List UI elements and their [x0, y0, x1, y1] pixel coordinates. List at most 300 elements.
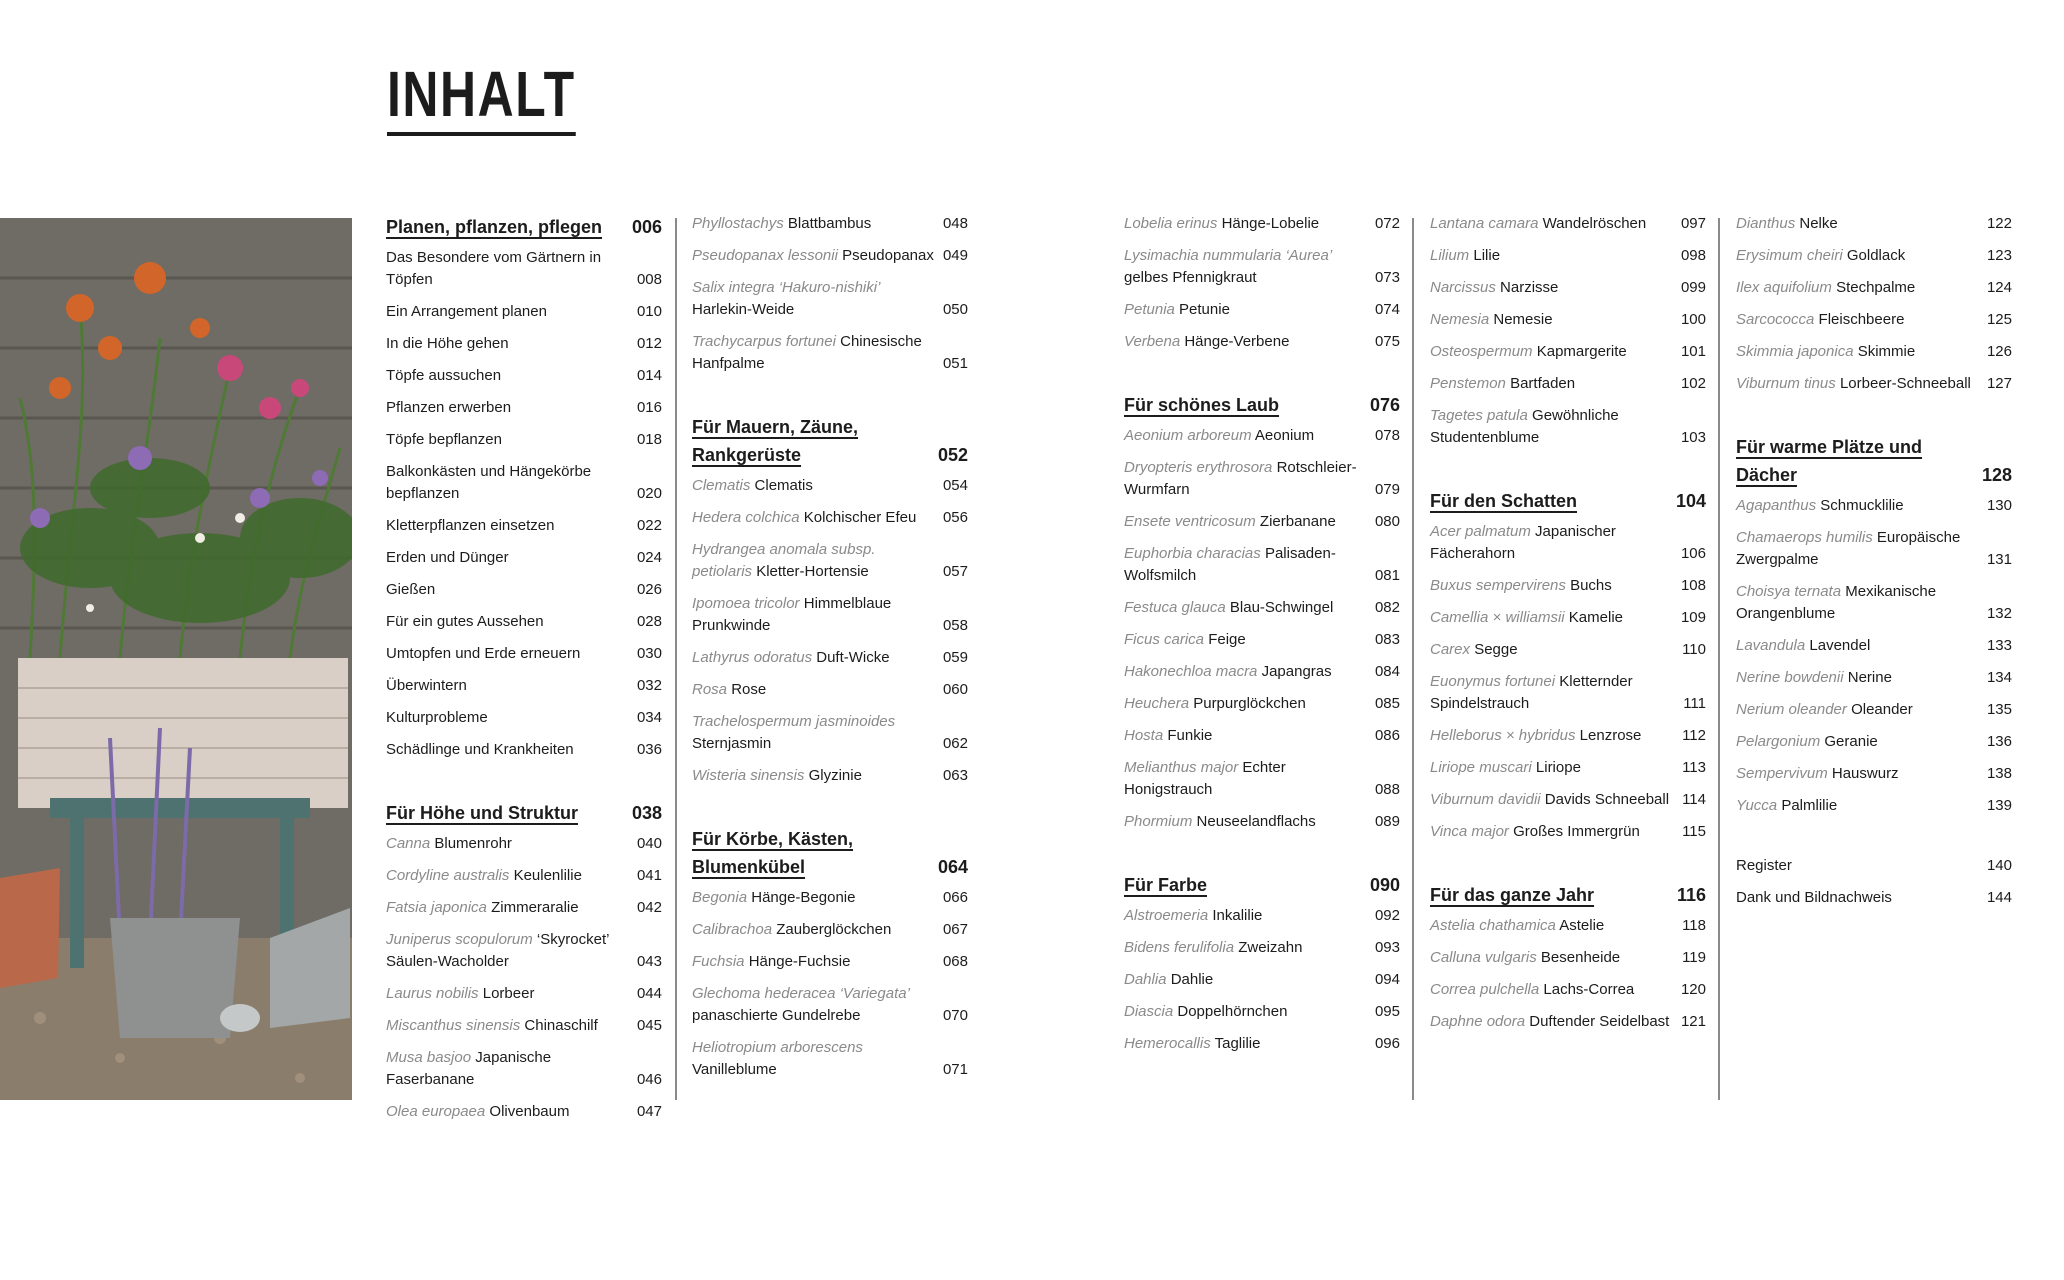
- section-heading[interactable]: [386, 213, 662, 241]
- entry-text: [386, 983, 637, 1005]
- toc-entry[interactable]: [386, 247, 662, 291]
- common-name: Dahlie: [1170, 971, 1214, 988]
- page-number: 014: [636, 367, 662, 384]
- toc-entry[interactable]: [1124, 597, 1400, 619]
- common-name: Lenzrose: [1579, 727, 1642, 744]
- toc-entry[interactable]: [1124, 331, 1400, 353]
- toc-column: [1124, 213, 1400, 1065]
- toc-column: [386, 213, 662, 1133]
- page-number: 066: [942, 889, 968, 906]
- toc-entry[interactable]: [386, 643, 662, 665]
- latin-name: Dahlia: [1124, 971, 1167, 988]
- entry-text: [1736, 731, 1987, 753]
- page-number: 127: [1986, 375, 2012, 392]
- toc-entry[interactable]: [692, 245, 968, 267]
- toc-entry[interactable]: [1430, 245, 1706, 267]
- toc-entry[interactable]: [1430, 757, 1706, 779]
- latin-name: Helleborus × hybridus: [1430, 727, 1576, 744]
- latin-name: Calluna vulgaris: [1430, 949, 1537, 966]
- page-number: 088: [1374, 781, 1400, 798]
- latin-name: Narcissus: [1430, 279, 1496, 296]
- entry-text: [1430, 607, 1681, 629]
- toc-entry[interactable]: [1124, 457, 1400, 501]
- page-number: 131: [1986, 551, 2012, 568]
- latin-name: Lathyrus odoratus: [692, 649, 813, 666]
- page-number: 090: [1369, 875, 1400, 895]
- latin-name: Dianthus: [1736, 215, 1796, 232]
- latin-name: Osteospermum: [1430, 343, 1533, 360]
- toc-entry[interactable]: [386, 461, 662, 505]
- page-number: 093: [1374, 939, 1400, 956]
- entry-text: [1430, 341, 1681, 363]
- page-number: 116: [1676, 885, 1706, 905]
- toc-entry[interactable]: [1124, 299, 1400, 321]
- toc-entry[interactable]: [1430, 213, 1706, 235]
- common-name: Gießen: [386, 581, 436, 598]
- entry-text: [692, 507, 943, 529]
- toc-entry[interactable]: [1430, 277, 1706, 299]
- page-number: 106: [1680, 545, 1706, 562]
- entry-text: [386, 429, 637, 451]
- section-title: Für den Schatten: [1430, 491, 1578, 511]
- toc-entry[interactable]: [1124, 969, 1400, 991]
- common-name: Gewöhnliche Studentenblume: [1430, 407, 1619, 446]
- page-number: 006: [631, 217, 662, 237]
- latin-name: Tagetes patula: [1430, 407, 1528, 424]
- common-name: Geranie: [1824, 733, 1878, 750]
- common-name: Mexikanische Orangenblume: [1736, 583, 1937, 622]
- entry-text: [1430, 521, 1681, 565]
- common-name: Kletternder Spindelstrauch: [1430, 673, 1633, 712]
- toc-entry[interactable]: [386, 707, 662, 729]
- page-title: INHALT: [387, 62, 576, 136]
- latin-name: Skimmia japonica: [1736, 343, 1854, 360]
- toc-entry[interactable]: [1124, 1001, 1400, 1023]
- section-title: Für das ganze Jahr: [1430, 885, 1595, 905]
- section-heading[interactable]: [1736, 433, 2012, 489]
- toc-entry[interactable]: [1430, 405, 1706, 449]
- page-number: 120: [1680, 981, 1706, 998]
- page-number: 024: [636, 549, 662, 566]
- toc-entry[interactable]: [1124, 757, 1400, 801]
- page-number: 052: [937, 445, 968, 465]
- entry-text: [1430, 725, 1682, 747]
- common-name: Funkie: [1167, 727, 1213, 744]
- toc-entry[interactable]: [386, 301, 662, 323]
- latin-name: Alstroemeria: [1124, 907, 1209, 924]
- toc-entry[interactable]: [386, 675, 662, 697]
- latin-name: Hakonechloa macra: [1124, 663, 1258, 680]
- entry-text: [1124, 457, 1375, 501]
- entry-text: [386, 1015, 637, 1037]
- latin-name: Dryopteris erythrosora: [1124, 459, 1273, 476]
- toc-entry[interactable]: [1736, 887, 2012, 909]
- toc-column: [1736, 213, 2012, 919]
- page-number: 020: [636, 485, 662, 502]
- page-number: 128: [1981, 465, 2012, 485]
- page-number: 133: [1986, 637, 2012, 654]
- toc-entry[interactable]: [1430, 821, 1706, 843]
- common-name: Pflanzen erwerben: [386, 399, 512, 416]
- latin-name: Musa basjoo: [386, 1049, 472, 1066]
- plant-basket-photo-icon: [0, 218, 352, 1100]
- toc-entry[interactable]: [692, 1037, 968, 1081]
- page-number: 034: [636, 709, 662, 726]
- page-number: 095: [1374, 1003, 1400, 1020]
- entry-text: [1736, 635, 1987, 657]
- page-number: 098: [1680, 247, 1706, 264]
- toc-entry[interactable]: [1736, 341, 2012, 363]
- page-number: 100: [1680, 311, 1706, 328]
- common-name: Lorbeer: [482, 985, 535, 1002]
- toc-entry[interactable]: [386, 365, 662, 387]
- toc-entry[interactable]: [386, 833, 662, 855]
- column-divider: [1412, 218, 1414, 1100]
- page-number: 080: [1374, 513, 1400, 530]
- page-number: 054: [942, 477, 968, 494]
- latin-name: Choisya ternata: [1736, 583, 1842, 600]
- toc-entry[interactable]: [1124, 629, 1400, 651]
- common-name: Duftender Seidelbast: [1529, 1013, 1670, 1030]
- toc-entry[interactable]: [692, 679, 968, 701]
- page-number: 124: [1986, 279, 2012, 296]
- page-number: 045: [636, 1017, 662, 1034]
- section-heading[interactable]: [1430, 487, 1706, 515]
- page-number: 108: [1680, 577, 1706, 594]
- entry-text: [386, 1101, 637, 1123]
- toc-entry[interactable]: [386, 333, 662, 355]
- toc-entry[interactable]: [386, 515, 662, 537]
- toc-entry[interactable]: [692, 647, 968, 669]
- section-heading[interactable]: [1124, 391, 1400, 419]
- toc-entry[interactable]: [1430, 521, 1706, 565]
- toc-entry[interactable]: [1430, 607, 1706, 629]
- page-number: 110: [1682, 641, 1706, 658]
- toc-entry[interactable]: [1124, 245, 1400, 289]
- toc-entry[interactable]: [1736, 245, 2012, 267]
- toc-entry[interactable]: [1124, 213, 1400, 235]
- common-name: Zierbanane: [1259, 513, 1336, 530]
- entry-text: [386, 833, 637, 855]
- toc-entry[interactable]: [386, 397, 662, 419]
- latin-name: Agapanthus: [1736, 497, 1817, 514]
- toc-entry[interactable]: [386, 983, 662, 1005]
- common-name: Glyzinie: [808, 767, 862, 784]
- page-number: 032: [636, 677, 662, 694]
- common-name: Kamelie: [1568, 609, 1623, 626]
- toc-entry[interactable]: [1736, 635, 2012, 657]
- entry-text: [386, 1047, 637, 1091]
- toc-entry[interactable]: [386, 1047, 662, 1091]
- latin-name: Nerine bowdenii: [1736, 669, 1844, 686]
- toc-entry[interactable]: [386, 1015, 662, 1037]
- toc-entry[interactable]: [1736, 581, 2012, 625]
- toc-entry[interactable]: [1430, 309, 1706, 331]
- entry-text: [1124, 905, 1375, 927]
- entry-text: [1124, 543, 1375, 587]
- toc-entry[interactable]: [1430, 639, 1706, 661]
- page-number: 078: [1374, 427, 1400, 444]
- section-heading[interactable]: [692, 825, 968, 881]
- section-heading[interactable]: [1430, 881, 1706, 909]
- common-name: Nelke: [1799, 215, 1838, 232]
- common-name: Rotschleier-Wurmfarn: [1124, 459, 1357, 498]
- toc-entry[interactable]: [1430, 671, 1706, 715]
- common-name: Töpfe aussuchen: [386, 367, 502, 384]
- toc-entry[interactable]: [692, 507, 968, 529]
- latin-name: Ficus carica: [1124, 631, 1205, 648]
- common-name: Skimmie: [1857, 343, 1916, 360]
- toc-entry[interactable]: [1430, 725, 1706, 747]
- common-name: Pseudopanax: [842, 247, 934, 264]
- toc-entry[interactable]: [1736, 277, 2012, 299]
- common-name: Für ein gutes Aussehen: [386, 613, 544, 630]
- latin-name: Nerium oleander: [1736, 701, 1847, 718]
- common-name: Liriope: [1535, 759, 1581, 776]
- page-number: 022: [636, 517, 662, 534]
- common-name: Palmlilie: [1781, 797, 1838, 814]
- toc-entry[interactable]: [692, 951, 968, 973]
- common-name: Palisaden-Wolfsmilch: [1124, 545, 1336, 584]
- toc-entry[interactable]: [1124, 1033, 1400, 1055]
- common-name: Blumenrohr: [434, 835, 512, 852]
- toc-entry[interactable]: [386, 547, 662, 569]
- toc-entry[interactable]: [1124, 661, 1400, 683]
- toc-entry[interactable]: [1124, 905, 1400, 927]
- section-heading[interactable]: [1124, 871, 1400, 899]
- toc-entry[interactable]: [1124, 543, 1400, 587]
- common-name: Überwintern: [386, 677, 467, 694]
- entry-text: [1430, 947, 1682, 969]
- entry-text: [1430, 277, 1681, 299]
- common-name: Erden und Dünger: [386, 549, 509, 566]
- page-number: 101: [1680, 343, 1706, 360]
- common-name: Buchs: [1570, 577, 1612, 594]
- toc-column: [1430, 213, 1706, 1043]
- page-number: 056: [942, 509, 968, 526]
- common-name: Feige: [1208, 631, 1246, 648]
- toc-entry[interactable]: [386, 929, 662, 973]
- latin-name: Laurus nobilis: [386, 985, 479, 1002]
- page-number: 102: [1680, 375, 1706, 392]
- toc-entry[interactable]: [386, 865, 662, 887]
- common-name: Lachs-Correa: [1543, 981, 1635, 998]
- page-number: 121: [1680, 1013, 1706, 1030]
- toc-entry[interactable]: [1124, 511, 1400, 533]
- common-name: Goldlack: [1846, 247, 1906, 264]
- toc-entry[interactable]: [386, 579, 662, 601]
- entry-text: [1124, 629, 1375, 651]
- page-number: 075: [1374, 333, 1400, 350]
- latin-name: Canna: [386, 835, 431, 852]
- common-name: Kletterpflanzen einsetzen: [386, 517, 555, 534]
- toc-entry[interactable]: [1736, 527, 2012, 571]
- latin-name: Penstemon: [1430, 375, 1506, 392]
- page-number: 118: [1682, 917, 1706, 934]
- entry-text: [1736, 699, 1987, 721]
- latin-name: Aeonium arboreum: [1124, 427, 1252, 444]
- latin-name: Correa pulchella: [1430, 981, 1540, 998]
- toc-entry[interactable]: [692, 919, 968, 941]
- latin-name: Heliotropium arborescens: [692, 1039, 863, 1056]
- column-divider: [1718, 218, 1720, 1100]
- toc-entry[interactable]: [1430, 341, 1706, 363]
- latin-name: Olea europaea: [386, 1103, 486, 1120]
- toc-entry[interactable]: [1736, 495, 2012, 517]
- toc-entry[interactable]: [692, 983, 968, 1027]
- entry-text: [386, 675, 637, 697]
- common-name: Blau-Schwingel: [1229, 599, 1334, 616]
- page-number: 050: [942, 301, 968, 318]
- page-number: 076: [1369, 395, 1400, 415]
- toc-entry[interactable]: [1736, 373, 2012, 395]
- latin-name: Astelia chathamica: [1430, 917, 1556, 934]
- entry-text: [692, 593, 943, 637]
- page-number: 132: [1986, 605, 2012, 622]
- toc-entry[interactable]: [1430, 979, 1706, 1001]
- section-title: Für Körbe, Kästen, Blumenkübel: [692, 829, 854, 877]
- page-number: 140: [1986, 857, 2012, 874]
- toc-entry[interactable]: [1736, 731, 2012, 753]
- latin-name: Rosa: [692, 681, 728, 698]
- latin-name: Phyllostachys: [692, 215, 784, 232]
- latin-name: Hemerocallis: [1124, 1035, 1211, 1052]
- common-name: Japanischer Fächerahorn: [1430, 523, 1616, 562]
- page-number: 072: [1374, 215, 1400, 232]
- common-name: Stechpalme: [1836, 279, 1916, 296]
- common-name: Japangras: [1261, 663, 1332, 680]
- plant-basket-photo: [0, 218, 352, 1100]
- common-name: Hauswurz: [1831, 765, 1899, 782]
- toc-entry[interactable]: [386, 739, 662, 761]
- page-number: 010: [636, 303, 662, 320]
- section-title: Für Farbe: [1124, 875, 1208, 895]
- page-number: 082: [1374, 599, 1400, 616]
- common-name: Töpfe bepflanzen: [386, 431, 502, 448]
- latin-name: Hydrangea anomala subsp. petiolaris: [692, 541, 876, 580]
- column-divider: [675, 218, 677, 1100]
- entry-text: [1736, 309, 1987, 331]
- page-number: 040: [636, 835, 662, 852]
- toc-entry[interactable]: [1430, 789, 1706, 811]
- toc-entry[interactable]: [1430, 373, 1706, 395]
- toc-entry[interactable]: [386, 611, 662, 633]
- toc-entry[interactable]: [1736, 213, 2012, 235]
- page-number: 044: [636, 985, 662, 1002]
- toc-entry[interactable]: [1124, 937, 1400, 959]
- toc-entry[interactable]: [692, 213, 968, 235]
- page-number: 113: [1682, 759, 1706, 776]
- common-name: Neuseelandflachs: [1196, 813, 1316, 830]
- entry-text: [1124, 1033, 1375, 1055]
- toc-entry[interactable]: [1736, 667, 2012, 689]
- toc-entry[interactable]: [1736, 855, 2012, 877]
- toc-entry[interactable]: [1124, 693, 1400, 715]
- toc-entry[interactable]: [1124, 725, 1400, 747]
- toc-entry[interactable]: [692, 887, 968, 909]
- toc-entry[interactable]: [1430, 1011, 1706, 1033]
- page-number: 089: [1374, 813, 1400, 830]
- latin-name: Festuca glauca: [1124, 599, 1226, 616]
- entry-text: [1736, 763, 1987, 785]
- toc-entry[interactable]: [1124, 425, 1400, 447]
- section-heading[interactable]: [386, 799, 662, 827]
- page-number: 122: [1986, 215, 2012, 232]
- page-number: 046: [636, 1071, 662, 1088]
- latin-name: Hosta: [1124, 727, 1164, 744]
- latin-name: Euphorbia characias: [1124, 545, 1261, 562]
- entry-text: [692, 887, 943, 909]
- toc-entry[interactable]: [692, 711, 968, 755]
- common-name: Schmucklilie: [1820, 497, 1904, 514]
- latin-name: Euonymus fortunei: [1430, 673, 1556, 690]
- toc-entry[interactable]: [692, 277, 968, 321]
- latin-name: Sempervivum: [1736, 765, 1828, 782]
- common-name: Oleander: [1851, 701, 1913, 718]
- page-number: 051: [942, 355, 968, 372]
- toc-entry[interactable]: [692, 331, 968, 375]
- toc-entry[interactable]: [692, 765, 968, 787]
- entry-text: [1124, 245, 1375, 289]
- page-number: 018: [636, 431, 662, 448]
- latin-name: Nemesia: [1430, 311, 1490, 328]
- page-number: 081: [1374, 567, 1400, 584]
- entry-text: [386, 247, 637, 291]
- latin-name: Trachycarpus fortunei: [692, 333, 836, 350]
- entry-text: [692, 647, 943, 669]
- toc-entry[interactable]: [1430, 915, 1706, 937]
- common-name: Hänge-Verbene: [1184, 333, 1290, 350]
- common-name: Umtopfen und Erde erneuern: [386, 645, 581, 662]
- entry-text: [692, 475, 943, 497]
- page-number: 130: [1986, 497, 2012, 514]
- toc-entry[interactable]: [1736, 309, 2012, 331]
- latin-name: Lantana camara: [1430, 215, 1539, 232]
- entry-text: [1124, 937, 1375, 959]
- toc-entry[interactable]: [1736, 763, 2012, 785]
- toc-entry[interactable]: [386, 897, 662, 919]
- section-heading[interactable]: [692, 413, 968, 469]
- toc-entry[interactable]: [692, 593, 968, 637]
- toc-entry[interactable]: [692, 539, 968, 583]
- toc-entry[interactable]: [692, 475, 968, 497]
- entry-text: [386, 579, 637, 601]
- common-name: Schädlinge und Krankheiten: [386, 741, 574, 758]
- entry-text: [386, 611, 637, 633]
- page-number: 008: [636, 271, 662, 288]
- page-number: 123: [1986, 247, 2012, 264]
- toc-entry[interactable]: [386, 429, 662, 451]
- latin-name: Juniperus scopulorum: [386, 931, 533, 948]
- entry-text: [692, 951, 943, 973]
- common-name: Keulenlilie: [513, 867, 582, 884]
- entry-text: [1124, 511, 1375, 533]
- toc-entry[interactable]: [386, 1101, 662, 1123]
- toc-entry[interactable]: [1736, 795, 2012, 817]
- toc-entry[interactable]: [1430, 947, 1706, 969]
- toc-entry[interactable]: [1736, 699, 2012, 721]
- page-number: 086: [1374, 727, 1400, 744]
- latin-name: Ilex aquifolium: [1736, 279, 1832, 296]
- entry-text: [386, 707, 637, 729]
- page-number: 119: [1682, 949, 1706, 966]
- common-name: Aeonium: [1254, 427, 1315, 444]
- page-number: 125: [1986, 311, 2012, 328]
- latin-name: Chamaerops humilis: [1736, 529, 1873, 546]
- common-name: Kolchischer Efeu: [803, 509, 917, 526]
- toc-entry[interactable]: [1124, 811, 1400, 833]
- toc-entry[interactable]: [1430, 575, 1706, 597]
